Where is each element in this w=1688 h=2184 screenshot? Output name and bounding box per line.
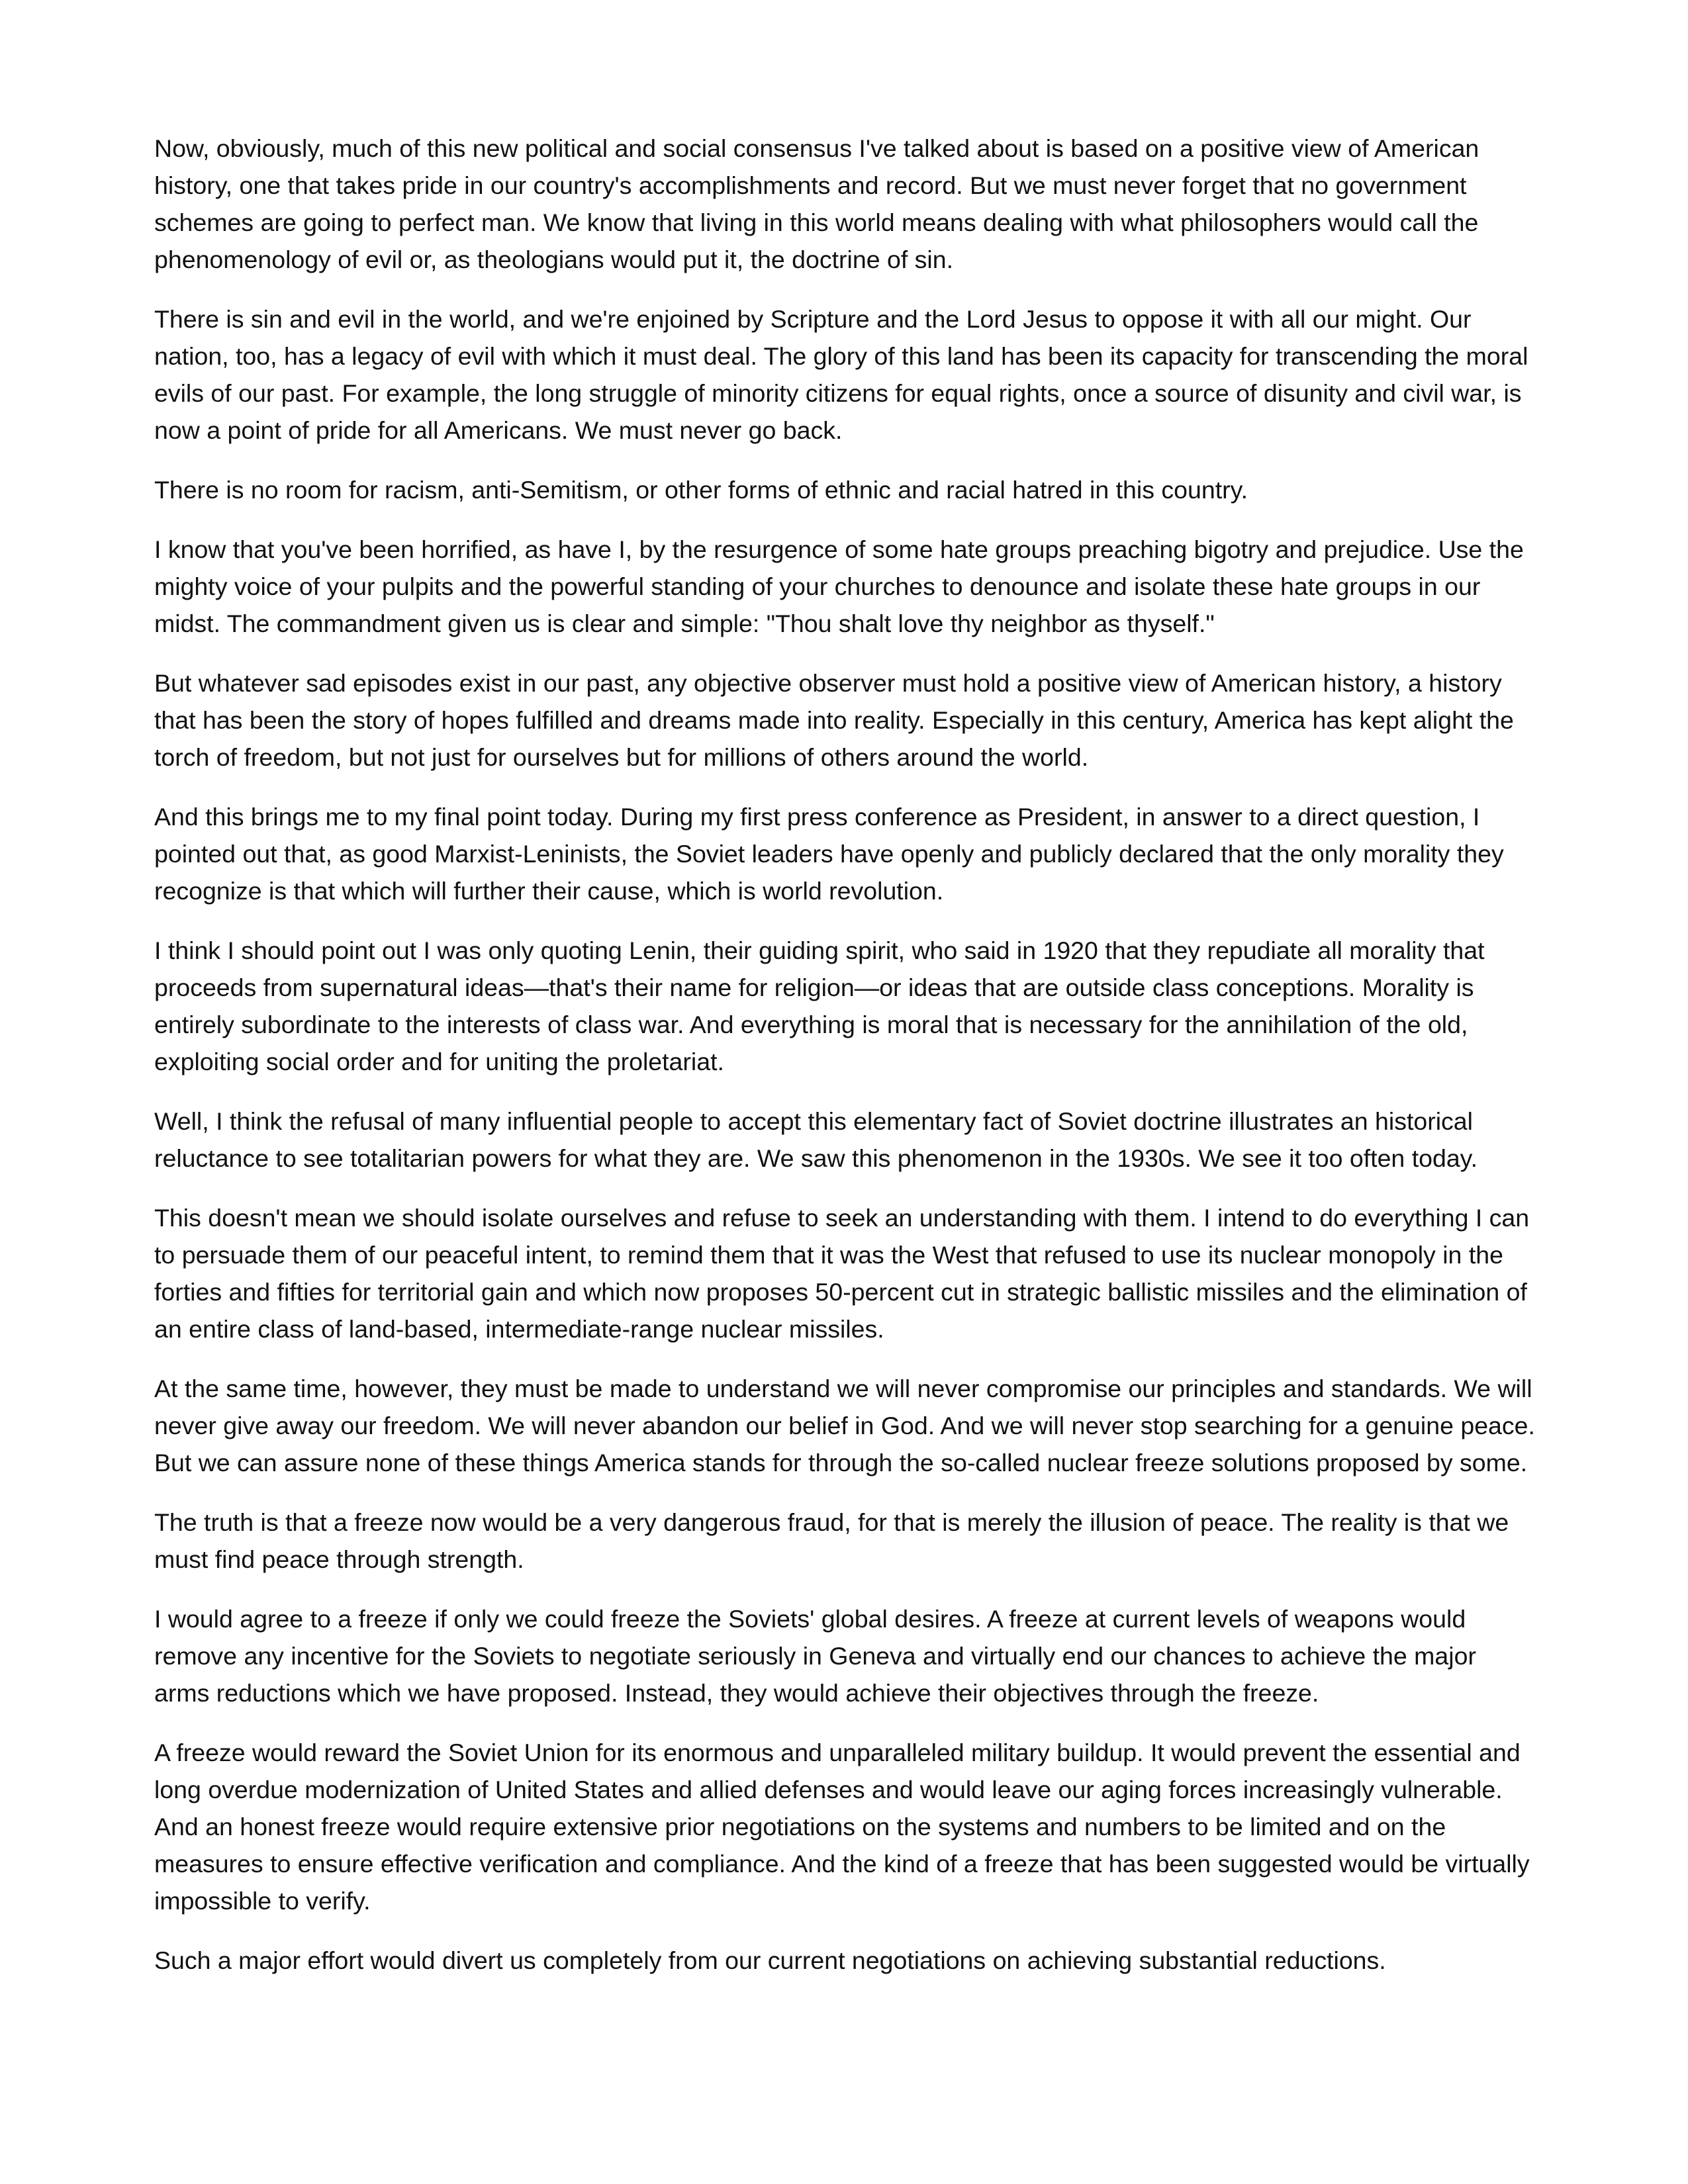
paragraph-12: I would agree to a freeze if only we could freeze the Soviets' global desires. A freeze at current levels of weapons would remove any incentive for the Soviets to negotiate seriously in Geneva and virtually end our chances to achieve the major arms reductions which we have proposed. Instead, they would achieve their objectives through the freeze. — [154, 1605, 1476, 1707]
document-page — [154, 130, 1538, 2001]
paragraph-7: I think I should point out I was only quoting Lenin, their guiding spirit, who said in 1920 that they repudiate all morality that proceeds from supernatural ideas—that's their name for religion—or ideas that are outside class conceptions. Morality is entirely subordinate to the interests of class war. And everything is moral that is necessary for the annihilation of the old, exploiting social order and for uniting the proletariat. — [154, 936, 1485, 1075]
paragraph-9: This doesn't mean we should isolate ourselves and refuse to seek an understanding with them. I intend to do everything I can to persuade them of our peaceful intent, to remind them that it was the West that refused to use its nuclear monopoly in the forties and fifties for territorial gain and which now proposes 50-percent cut in strategic ballistic missiles and the elimination of an entire class of land-based, intermediate-range nuclear missiles. — [154, 1204, 1530, 1343]
paragraph-10: At the same time, however, they must be made to understand we will never compromise our principles and standards. We will never give away our freedom. We will never abandon our belief in God. And we will never stop searching for a genuine peace. But we can assure none of these things America stands for through the so-called nuclear freeze solutions proposed by some. — [154, 1375, 1535, 1477]
paragraph-5: But whatever sad episodes exist in our past, any objective observer must hold a positive view of American history, a history that has been the story of hopes fulfilled and dreams made into reality. Especially in this century, America has kept alight the torch of freedom, but not just for ourselves but for millions of others around the world. — [154, 669, 1514, 771]
paragraph-4: I know that you've been horrified, as have I, by the resurgence of some hate groups preaching bigotry and prejudice. Use the mighty voice of your pulpits and the powerful standing of your churches to denounce and isolate these hate groups in our midst. The commandment given us is clear and simple: "Thou shalt love thy neighbor as thyself." — [154, 535, 1524, 637]
paragraph-13: A freeze would reward the Soviet Union for its enormous and unparalleled military buildup. It would prevent the essential and long overdue modernization of United States and allied defenses and would leave our aging forces increasingly vulnerable. And an honest freeze would require extensive prior negotiations on the systems and numbers to be limited and on the measures to ensure effective verification and compliance. And the kind of a freeze that has been suggested would be virtually impossible to verify. — [154, 1739, 1530, 1915]
paragraph-3: There is no room for racism, anti-Semitism, or other forms of ethnic and racial hatred in this country. — [154, 476, 1248, 504]
paragraph-8: Well, I think the refusal of many influential people to accept this elementary fact of Soviet doctrine illustrates an historical reluctance to see totalitarian powers for what they are. We saw this phenomenon in the 1930s. We see it too often today. — [154, 1107, 1478, 1172]
paragraph-14: Such a major effort would divert us completely from our current negotiations on achieving substantial reductions. — [154, 1946, 1386, 1974]
paragraph-6: And this brings me to my final point today. During my first press conference as President, in answer to a direct question, I pointed out that, as good Marxist-Leninists, the Soviet leaders have openly and publicly declared that the only morality they recognize is that which will further their cause, which is world revolution. — [154, 803, 1504, 905]
paragraph-1: Now, obviously, much of this new political and social consensus I've talked about is based on a positive view of American history, one that takes pride in our country's accomplishments and record. But we must never forget that no government schemes are going to perfect man. We know that living in this world means dealing with what philosophers would call the phenomenology of evil or, as theologians would put it, the doctrine of sin. — [154, 134, 1479, 273]
paragraph-11: The truth is that a freeze now would be a very dangerous fraud, for that is merely the illusion of peace. The reality is that we must find peace through strength. — [154, 1508, 1509, 1573]
paragraph-2: There is sin and evil in the world, and we're enjoined by Scripture and the Lord Jesus to oppose it with all our might. Our nation, too, has a legacy of evil with which it must deal. The glory of this land has been its capacity for transcending the moral evils of our past. For example, the long struggle of minority citizens for equal rights, once a source of disunity and civil war, is now a point of pride for all Americans. We must never go back. — [154, 305, 1528, 444]
